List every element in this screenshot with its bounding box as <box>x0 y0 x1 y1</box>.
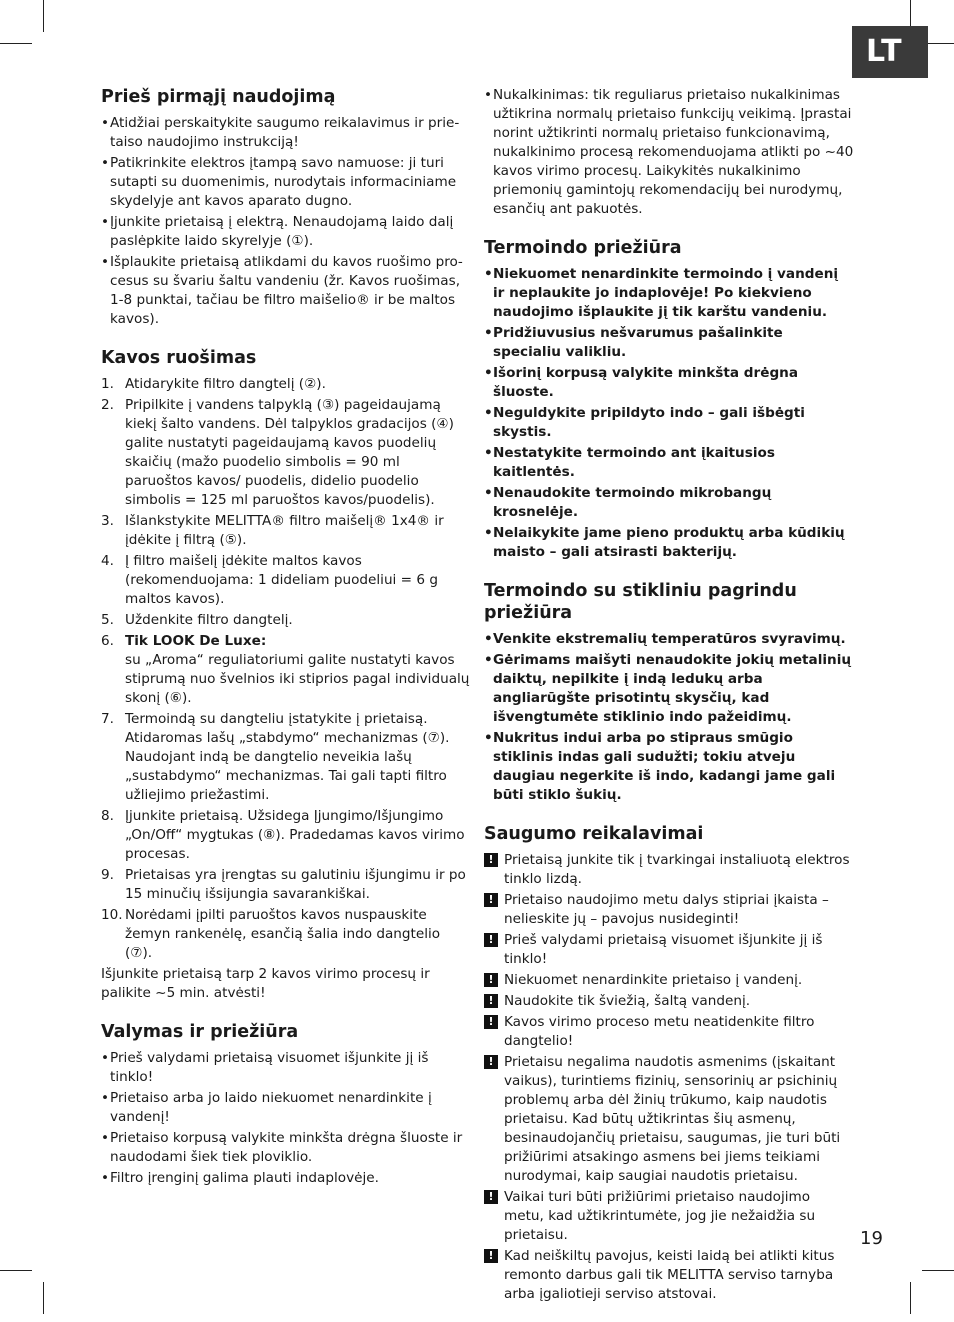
section-title: Termoindo su stikliniu pagrindu priežiūra <box>484 581 797 623</box>
warning-item <box>484 1188 854 1245</box>
section-descaling <box>484 86 854 219</box>
list-item: • Nelaikykite jame pieno produktų arba kūdikių maisto – gali atsirasti bakterijų. <box>484 524 854 562</box>
section-title: Saugumo reikalavimai <box>484 824 704 844</box>
warning-text: Niekuomet nenardinkite prietaiso į vandenį. <box>504 972 803 988</box>
warning-icon: ! <box>484 994 498 1008</box>
warning-icon: ! <box>484 853 498 867</box>
step-text: Uždenkite filtro dangtelį. <box>125 612 293 628</box>
step-number: 7. <box>101 711 114 727</box>
warning-item <box>484 891 854 929</box>
section-title: Prieš pirmąjį naudojimą <box>101 87 336 107</box>
step-item <box>101 866 471 904</box>
section-title: Kavos ruošimas <box>101 348 257 368</box>
step-number: 9. <box>101 867 114 883</box>
list-item: • Venkite ekstremalių temperatūros svyravimų. <box>484 630 854 649</box>
step-number: 5. <box>101 612 114 628</box>
section-title: Valymas ir priežiūra <box>101 1022 299 1042</box>
step-text: Prietaisas yra įrengtas su galutiniu išjungimu ir po 15 minučių išsijungia savarankiškai. <box>125 867 466 902</box>
section-cleaning <box>101 1021 471 1188</box>
step-item <box>101 807 471 864</box>
step-number: 4. <box>101 553 114 569</box>
step-item <box>101 552 471 609</box>
crop-mark <box>922 1270 954 1271</box>
list-item: • Išorinį korpusą valykite minkšta drėgna šluoste. <box>484 364 854 402</box>
crop-mark <box>43 0 44 32</box>
warning-text: Prietaisu negalima naudotis asmenims (įskaitant vaikus), turintiems fizinių, sensorinių ar psichinių problemų arba dėl žinių trūkumo, kaip naudotis prietaisu. Kad būtų užtikrintas šių asmenų, besinaudojančių prietaisu, saugumas, jie turi būti prižiūrimi atsakingo asmens bei jiems teikiami nurodymai, kaip saugiai naudotis prietaisu. <box>504 1054 841 1184</box>
list-item: • Neguldykite pripildyto indo – gali išbėgti skystis. <box>484 404 854 442</box>
warning-text: Naudokite tik šviežią, šaltą vandenį. <box>504 993 751 1009</box>
step-text: Pripilkite į vandens talpyklą (③) pageidaujamą kiekį šalto vandens. Dėl talpyklos gradacijos (④) galite nustatyti pageidaujamą kavos puodelių skaičių (mažo puodelio simbolis = 90 ml paruoštos kavos/ puodelis, didelio puodelio simbolis = 125 ml paruoštos kavos/puodelis). <box>125 397 454 508</box>
list-item: • Patikrinkite elektros įtampą savo namuose: ji turi sutapti su duomenimis, nurodytais informaciniame skydelyje ant kavos aparato dugno. <box>101 154 471 211</box>
warning-icon: ! <box>484 1015 498 1029</box>
crop-mark <box>43 1282 44 1314</box>
section-thermos-care <box>484 237 854 562</box>
crop-mark <box>0 1270 32 1271</box>
section-glass-thermos-care <box>484 580 854 805</box>
step-item <box>101 375 471 394</box>
step-text: su „Aroma“ reguliatoriumi galite nustatyti kavos stiprumą nuo švelnios iki stiprios pagal individualų skonį (⑥). <box>125 652 470 706</box>
list-item: • Nukritus indui arba po stipraus smūgio stiklinis indas gali sudužti; tokiu atveju daugiau negerkite iš indo, kadangi jame gali būti stiklo šukių. <box>484 729 854 805</box>
warning-icon: ! <box>484 933 498 947</box>
step-number: 6. <box>101 633 114 649</box>
warning-text: Prietaisą junkite tik į tvarkingai instaliuotą elektros tinklo lizdą. <box>504 852 850 887</box>
section-safety <box>484 823 854 1304</box>
warning-item <box>484 1053 854 1186</box>
page-number: 19 <box>860 1228 883 1249</box>
list-item: • Prieš valydami prietaisą visuomet išjunkite jį iš tinklo! <box>101 1049 471 1087</box>
step-number: 2. <box>101 397 114 413</box>
list-item: • Atidžiai perskaitykite saugumo reikalavimus ir prietaiso naudojimo instrukciją! <box>101 114 471 152</box>
warning-item <box>484 971 854 990</box>
list-item: • Prietaiso arba jo laido niekuomet nenardinkite į vandenį! <box>101 1089 471 1127</box>
step-text: Išlankstykite MELITTA® filtro maišelį® 1x4® ir įdėkite į filtrą (⑤). <box>125 513 444 548</box>
section-title: Termoindo priežiūra <box>484 238 682 258</box>
step-text: Norėdami įpilti paruoštos kavos nuspauskite žemyn rankenėlę, esančią šalia indo dangtelio (⑦). <box>125 907 441 961</box>
crop-mark <box>910 1282 911 1314</box>
list-item: • Nukalkinimas: tik reguliarus prietaiso nukalkinimas užtikrina normalų prietaiso funkcijų veikimą. Įprastai norint užtikrinti normalų prietaiso funkcionavimą, nukalkinimo procesą rekomenduojama atlikti po ~40 kavos virimo procesų. Laikykitės nukalkinimo priemonių gamintojų rekomendacijų bei nurodymų, esančių ant pakuotės. <box>484 86 854 219</box>
step-text: Įjunkite prietaisą. Užsidega Įjungimo/Išjungimo „On/Off“ mygtukas (⑧). Pradedamas kavos virimo procesas. <box>125 808 465 862</box>
step-item <box>101 396 471 510</box>
warning-item <box>484 931 854 969</box>
step-number: 3. <box>101 513 114 529</box>
list-item: • Prietaiso korpusą valykite minkšta drėgna šluoste ir naudodami šiek tiek ploviklio. <box>101 1129 471 1167</box>
warning-item <box>484 1247 854 1304</box>
warning-icon: ! <box>484 1055 498 1069</box>
section-first-use <box>101 86 471 329</box>
warning-icon: ! <box>484 973 498 987</box>
warning-item <box>484 1013 854 1051</box>
section-coffee-making <box>101 347 471 1003</box>
list-item: • Pridžiuvusius nešvarumus pašalinkite specialiu valikliu. <box>484 324 854 362</box>
warning-text: Kavos virimo proceso metu neatidenkite filtro dangtelio! <box>504 1014 815 1049</box>
list-item: • Filtro įrenginį galima plauti indaplovėje. <box>101 1169 471 1188</box>
step-item <box>101 611 471 630</box>
left-column <box>101 86 471 1206</box>
step-text: Atidarykite filtro dangtelį (②). <box>125 376 326 392</box>
list-item: • Nestatykite termoindo ant įkaitusios kaitlentės. <box>484 444 854 482</box>
step-text: Termoindą su dangteliu įstatykite į prietaisą. Atidaromas lašų „stabdymo“ mechanizmas (⑦). Naudojant indą be dangtelio neveikia lašų „sustabdymo“ mechanizmas. Tai gali tapti filtro užliejimo priežastimi. <box>125 711 450 803</box>
warning-text: Prieš valydami prietaisą visuomet išjunkite jį iš tinklo! <box>504 932 823 967</box>
step-text: Į filtro maišelį įdėkite maltos kavos (rekomenduojama: 1 dideliam puodeliui = 6 g maltos kavos). <box>125 553 438 607</box>
warning-item <box>484 851 854 889</box>
warning-icon: ! <box>484 1249 498 1263</box>
step-item <box>101 632 471 708</box>
warning-icon: ! <box>484 893 498 907</box>
list-item: • Gėrimams maišyti nenaudokite jokių metalinių daiktų, nepilkite į indą ledukų arba angliarūgšte prisotintų skysčių, kad išvengtumėte stiklinio indo pažeidimų. <box>484 651 854 727</box>
step-item <box>101 512 471 550</box>
list-item: • Niekuomet nenardinkite termoindo į vandenį ir neplaukite jo indaplovėje! Po kiekvieno naudojimo išplaukite jį tik karštu vandeniu. <box>484 265 854 322</box>
note-text: Išjunkite prietaisą tarp 2 kavos virimo procesų ir palikite ~5 min. atvėsti! <box>101 966 430 1001</box>
crop-mark <box>0 43 32 44</box>
step-bold-label: Tik LOOK De Luxe: <box>125 633 267 649</box>
step-item <box>101 906 471 963</box>
warning-text: Vaikai turi būti prižiūrimi prietaiso naudojimo metu, kad užtikrintumėte, jog jie nežaidžia su prietaisu. <box>504 1189 816 1243</box>
step-number: 1. <box>101 376 114 392</box>
step-number: 8. <box>101 808 114 824</box>
warning-icon: ! <box>484 1190 498 1204</box>
list-item: • Įjunkite prietaisą į elektrą. Nenaudojamą laido dalį paslėpkite laido skyrelyje (①). <box>101 213 471 251</box>
step-number: 10. <box>101 907 123 923</box>
list-item: • Nenaudokite termoindo mikrobangų krosnelėje. <box>484 484 854 522</box>
list-item: • Išplaukite prietaisą atlikdami du kavos ruošimo procesus su švariu šaltu vandeniu (žr. Kavos ruošimas, 1-8 punktai, tačiau be filtro maišelio® ir be maltos kavos). <box>101 253 471 329</box>
language-tab: LT <box>852 26 928 78</box>
right-column <box>484 86 854 1322</box>
warning-text: Prietaiso naudojimo metu dalys stipriai įkaista – nelieskite jų – pavojus nusideginti! <box>504 892 829 927</box>
step-item <box>101 710 471 805</box>
warning-item <box>484 992 854 1011</box>
warning-text: Kad neiškiltų pavojus, keisti laidą bei atlikti kitus remonto darbus gali tik MELITTA serviso tarnyba arba įgaliotieji serviso atstovai. <box>504 1248 835 1302</box>
